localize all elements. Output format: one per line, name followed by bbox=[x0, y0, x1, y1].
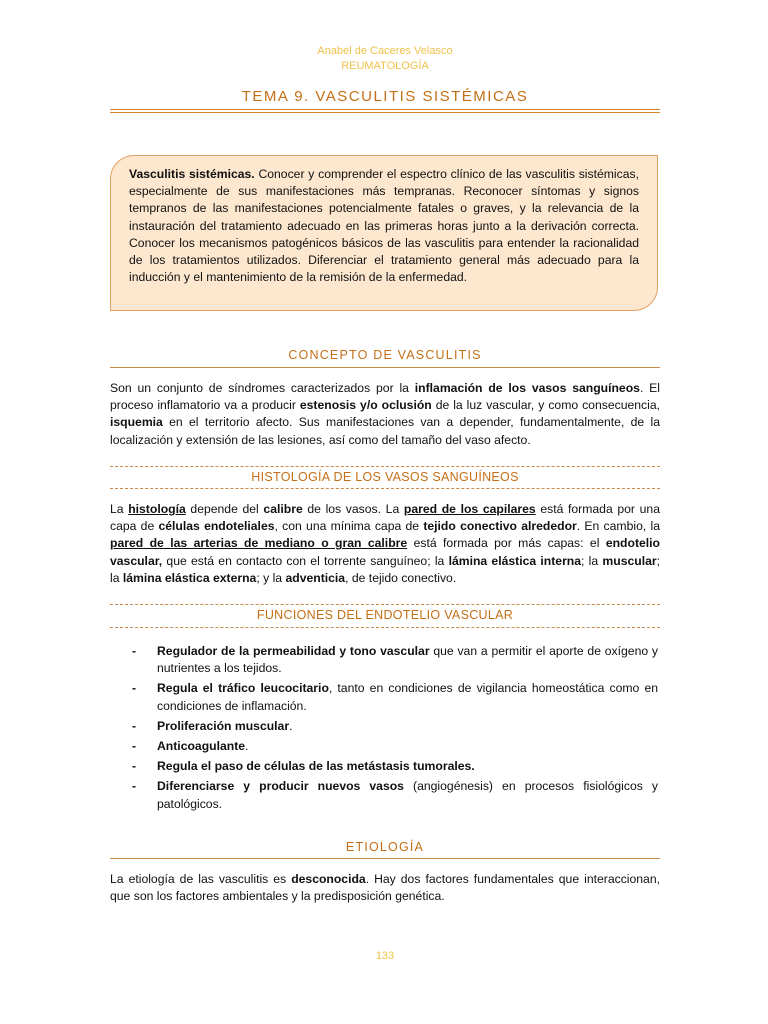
bullet-dash-icon: - bbox=[132, 644, 137, 658]
etiologia-paragraph: La etiología de las vasculitis es desconocida. Hay dos factores fundamentales que interaccionan, que son los factores ambientales y la predisposición genética. bbox=[110, 872, 661, 904]
section-divider bbox=[110, 367, 660, 368]
page-number: 133 bbox=[375, 950, 395, 962]
subsection-divider-top bbox=[110, 466, 660, 467]
concepto-paragraph: Son un conjunto de síndromes caracterizados por la inflamación de los vasos sanguíneos. El proceso inflamatorio va a producir estenosis y/o oclusión de la luz vascular, y como consecuencia, isquemia en el territorio afecto. Sus manifestaciones van a depender, fundamentalmente, de la localización y extensión de las lesiones, así como del tamaño del vaso afecto. bbox=[110, 381, 661, 447]
objectives-lead: Vasculitis sistémicas. bbox=[129, 167, 255, 181]
section-heading-funciones: FUNCIONES DEL ENDOTELIO VASCULAR bbox=[256, 608, 514, 622]
list-item: - Diferenciarse y producir nuevos vasos (angiogénesis) en procesos fisiológicos y patológicos. bbox=[132, 779, 658, 811]
list-item: - Regulador de la permeabilidad y tono vascular que van a permitir el aporte de oxígeno y nutrientes a los tejidos. bbox=[132, 644, 659, 676]
section-heading-etiologia: ETIOLOGÍA bbox=[345, 840, 425, 854]
section-heading-concepto: CONCEPTO DE VASCULITIS bbox=[288, 348, 482, 362]
subject-name: REUMATOLOGÍA bbox=[341, 60, 429, 72]
bullet-dash-icon: - bbox=[132, 759, 137, 774]
bullet-dash-icon: - bbox=[132, 739, 137, 754]
section-heading-histologia: HISTOLOGÍA DE LOS VASOS SANGUÍNEOS bbox=[251, 470, 519, 484]
list-item: - Anticoagulante. bbox=[132, 738, 658, 755]
list-item: - Proliferación muscular. bbox=[132, 718, 658, 735]
subsection-divider-bottom bbox=[110, 488, 660, 489]
histologia-paragraph: La histología depende del calibre de los vasos. La pared de los capilares está formada por una capa de células endoteliales, con una mínima capa de tejido conectivo alrededor. En cambio, la pared de las arterias de mediano o gran calibre está formada por más capas: el endotelio vascular, que está en contacto con el torrente sanguíneo; la lámina elástica interna; la muscular; la lámina elástica externa; y la adventicia, de tejido conectivo. bbox=[110, 502, 660, 585]
subsection-divider-bottom bbox=[110, 627, 660, 628]
section-divider bbox=[110, 858, 660, 859]
chapter-title: TEMA 9. VASCULITIS SISTÉMICAS bbox=[241, 88, 529, 105]
objectives-body: Conocer y comprender el espectro clínico de las vasculitis sistémicas, especialmente de sus manifestaciones más tempranas. Reconocer síntomas y signos tempranos de las manifestaciones potencialmente fatales o graves, y la relevancia de la instauración del tratamiento adecuado en las primeras horas junto a la derivación correcta. Conocer los mecanismos patogénicos básicos de las vasculitis para entender la racionalidad de los tratamientos utilizados. Diferenciar el tratamiento general más adecuado para la inducción y el mantenimiento de la remisión de la enfermedad. bbox=[129, 167, 639, 285]
title-divider-secondary bbox=[110, 112, 660, 113]
objectives-box bbox=[110, 155, 658, 311]
bullet-dash-icon: - bbox=[132, 779, 137, 794]
title-divider bbox=[110, 109, 660, 110]
running-header bbox=[110, 44, 660, 74]
objectives-text bbox=[129, 166, 639, 286]
list-item: - Regula el tráfico leucocitario, tanto en condiciones de vigilancia homeostática como en condiciones de inflamación. bbox=[132, 681, 658, 713]
subsection-divider-top bbox=[110, 604, 660, 605]
bullet-dash-icon: - bbox=[132, 681, 137, 696]
bullet-dash-icon: - bbox=[132, 718, 137, 733]
author-name: Anabel de Caceres Velasco bbox=[317, 45, 453, 57]
list-item: - Regula el paso de células de las metástasis tumorales. bbox=[132, 758, 658, 775]
funciones-list bbox=[132, 643, 658, 813]
